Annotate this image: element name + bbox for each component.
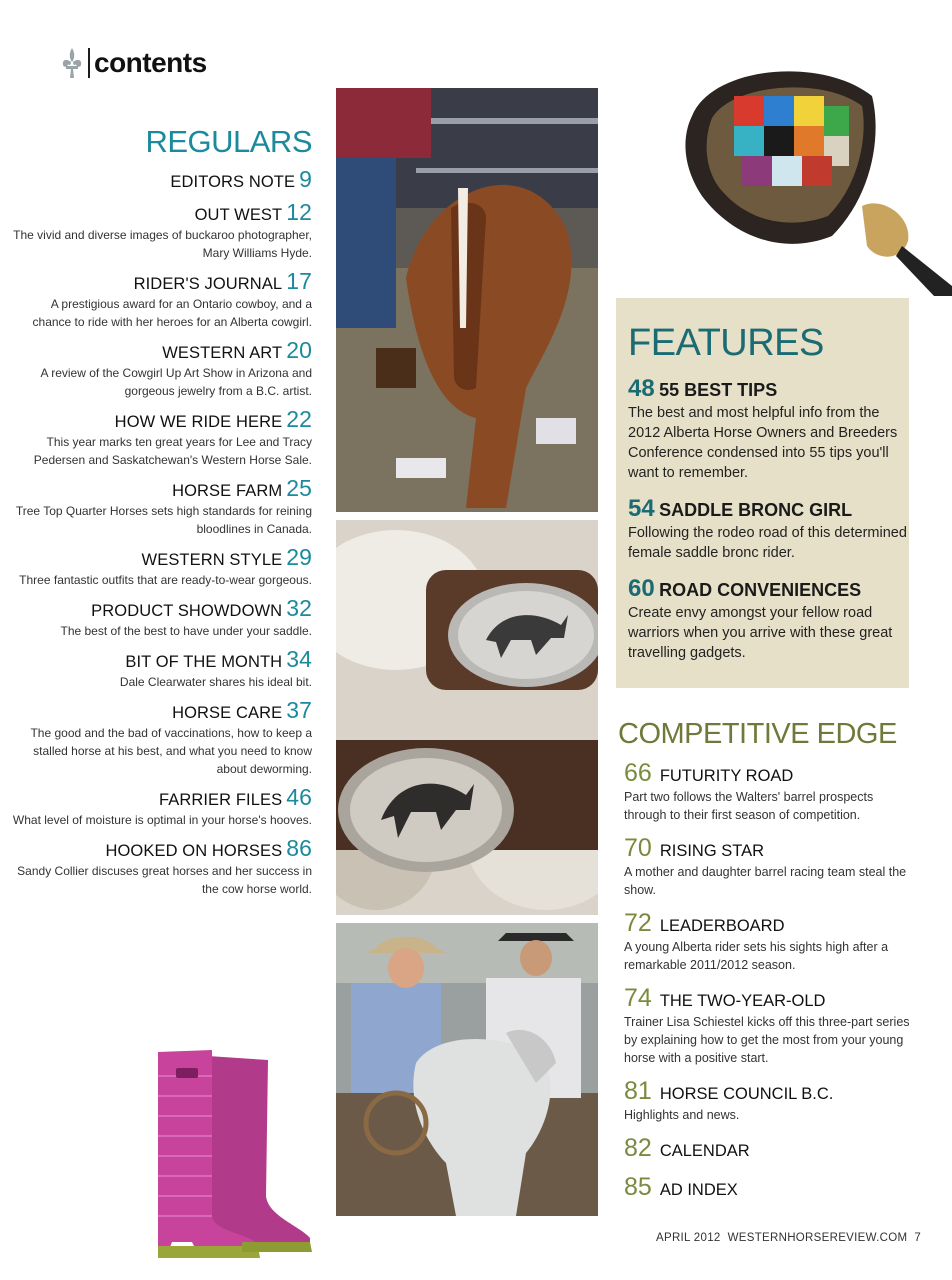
competitive-edge-title: THE TWO-YEAR-OLD [659,992,826,1010]
regular-item[interactable] [12,646,312,691]
feature-description: The best and most helpful info from the 2012 Alberta Horse Owners and Breeders Conference condensed into 55 tips you'll want to remember. [628,405,898,481]
regular-title: WESTERN ART [162,344,283,362]
regular-description: Tree Top Quarter Horses sets high standards for reining bloodlines in Canada. [15,504,312,536]
regular-page-number: 25 [286,475,312,501]
regular-title: PRODUCT SHOWDOWN [91,602,283,620]
footer-page-number: 7 [914,1232,922,1244]
competitive-edge-description: Highlights and news. [624,1108,740,1122]
regular-item[interactable] [12,268,312,331]
rider-horse-photo [336,88,598,512]
regular-page-number: 32 [286,595,312,621]
regular-page-number: 86 [286,835,312,861]
competitive-edge-page-number: 70 [624,834,652,862]
regular-page-number: 12 [286,199,312,225]
competitive-edge-item[interactable] [618,909,918,974]
competitive-edge-title-line [624,909,918,938]
competitive-edge-title: HORSE COUNCIL B.C. [659,1085,834,1103]
feature-page-number: 48 [628,375,655,402]
page-title: contents [94,47,207,78]
feature-page-number: 60 [628,575,655,602]
regular-title: BIT OF THE MONTH [125,653,283,671]
regular-page-number: 37 [286,697,312,723]
competitive-edge-title-line [624,984,918,1013]
regular-title: RIDER'S JOURNAL [133,275,283,293]
regular-item[interactable] [12,406,312,469]
competitive-edge-item[interactable] [618,984,918,1067]
footer-site: WESTERNHORSEREVIEW.COM [727,1232,908,1244]
regular-description: The vivid and diverse images of buckaroo photographer, Mary Williams Hyde. [13,228,312,260]
regular-title: WESTERN STYLE [141,551,283,569]
feature-page-number: 54 [628,495,655,522]
competitive-edge-item[interactable] [618,1134,918,1163]
regular-description: Sandy Collier discuses great horses and her success in the cow horse world. [17,864,312,896]
competitive-edge-title-line [624,1077,918,1106]
regulars-heading: REGULARS [145,124,312,159]
feature-title: SADDLE BRONC GIRL [659,500,853,520]
regular-page-number: 22 [286,406,312,432]
fleur-de-lis-icon [60,46,84,80]
competitive-edge-title-line [624,834,918,863]
competitive-edge-title: FUTURITY ROAD [659,767,794,785]
contents-header [60,46,207,80]
regular-title: HOOKED ON HORSES [105,842,283,860]
regular-title-line [12,544,312,571]
feature-item[interactable] [628,375,909,483]
regular-title-line [12,697,312,724]
regular-description: A prestigious award for an Ontario cowboy, and a chance to ride with her heroes for an Alberta cowgirl. [32,297,312,329]
regular-title: OUT WEST [194,206,283,224]
regular-title-line [12,406,312,433]
feature-title-line [628,575,909,603]
competitive-edge-title-line [624,1173,918,1202]
cowboys-photo [336,923,598,1216]
regular-item[interactable] [12,166,312,193]
regular-title: HORSE CARE [172,704,283,722]
competitive-edge-description: Part two follows the Walters' barrel prospects through to their first season of competition. [624,790,874,822]
competitive-edge-page-number: 72 [624,909,652,937]
competitive-edge-page-number: 74 [624,984,652,1012]
competitive-edge-page-number: 82 [624,1134,652,1162]
regular-title-line [12,475,312,502]
regular-item[interactable] [12,199,312,262]
feature-title-line [628,375,909,403]
feature-title: ROAD CONVENIENCES [659,580,862,600]
regular-title-line [12,595,312,622]
regular-title-line [12,646,312,673]
competitive-edge-title: LEADERBOARD [659,917,785,935]
pink-boots-photo [150,1046,315,1260]
beaded-cuff-photo [672,56,952,296]
footer-issue: APRIL 2012 [656,1232,721,1244]
regular-description: The good and the bad of vaccinations, how to keep a stalled horse at his best, and what you need to know about deworming. [30,726,312,776]
competitive-edge-title: AD INDEX [659,1181,738,1199]
feature-title-line [628,495,909,523]
regular-item[interactable] [12,544,312,589]
regular-description: A review of the Cowgirl Up Art Show in Arizona and gorgeous jewelry from a B.C. artist. [40,366,312,398]
competitive-edge-title: CALENDAR [659,1142,750,1160]
regular-page-number: 20 [286,337,312,363]
competitive-edge-heading: COMPETITIVE EDGE [618,718,897,750]
features-list [628,375,909,663]
feature-title: 55 BEST TIPS [659,380,778,400]
competitive-edge-section [618,718,918,1212]
regular-title-line [12,337,312,364]
regular-title: HORSE FARM [172,482,283,500]
regular-description: The best of the best to have under your saddle. [60,624,312,638]
regular-page-number: 34 [286,646,312,672]
regular-page-number: 46 [286,784,312,810]
competitive-edge-item[interactable] [618,1173,918,1202]
regular-title: FARRIER FILES [158,791,283,809]
competitive-edge-title: RISING STAR [659,842,765,860]
regular-item[interactable] [12,835,312,898]
competitive-edge-description: Trainer Lisa Schiestel kicks off this three-part series by explaining how to get the most from your young horse with a positive start. [624,1015,910,1065]
regular-title: EDITORS NOTE [170,173,296,191]
regular-title-line [12,784,312,811]
silver-jewelry-photo [336,520,598,915]
regular-page-number: 9 [299,166,312,192]
regular-item[interactable] [12,784,312,829]
regular-item[interactable] [12,697,312,778]
regular-page-number: 29 [286,544,312,570]
regular-description: Dale Clearwater shares his ideal bit. [119,675,312,689]
competitive-edge-title-line [624,759,918,788]
competitive-edge-item[interactable] [618,834,918,899]
competitive-edge-description: A young Alberta rider sets his sights high after a remarkable 2011/2012 season. [624,940,889,972]
regulars-section [12,124,312,898]
feature-description: Create envy amongst your fellow road warriors when you arrive with these great travelling gadgets. [628,605,893,661]
competitive-edge-title-line [624,1134,918,1163]
regular-description: What level of moisture is optimal in your horse's hooves. [12,813,312,827]
page-footer [656,1232,921,1244]
regular-title-line [12,268,312,295]
regular-description: This year marks ten great years for Lee and Tracy Pedersen and Saskatchewan's Western Horse Sale. [33,435,312,467]
regular-item[interactable] [12,337,312,400]
regulars-list [12,166,312,898]
competitive-edge-item[interactable] [618,759,918,824]
regular-title-line [12,199,312,226]
features-box [616,298,909,688]
regular-title-line [12,166,312,193]
regular-description: Three fantastic outfits that are ready-to-wear gorgeous. [19,573,312,587]
competitive-edge-page-number: 85 [624,1173,652,1201]
features-heading: FEATURES [628,322,824,364]
feature-description: Following the rodeo road of this determined female saddle bronc rider. [628,525,907,561]
regular-page-number: 17 [286,268,312,294]
regular-item[interactable] [12,595,312,640]
header-divider [88,48,90,78]
competitive-edge-page-number: 66 [624,759,652,787]
regular-title-line [12,835,312,862]
regular-item[interactable] [12,475,312,538]
feature-item[interactable] [628,575,909,663]
competitive-edge-description: A mother and daughter barrel racing team steal the show. [624,865,907,897]
feature-item[interactable] [628,495,909,563]
competitive-edge-list [618,759,918,1202]
competitive-edge-page-number: 81 [624,1077,652,1105]
competitive-edge-item[interactable] [618,1077,918,1124]
regular-title: HOW WE RIDE HERE [114,413,283,431]
